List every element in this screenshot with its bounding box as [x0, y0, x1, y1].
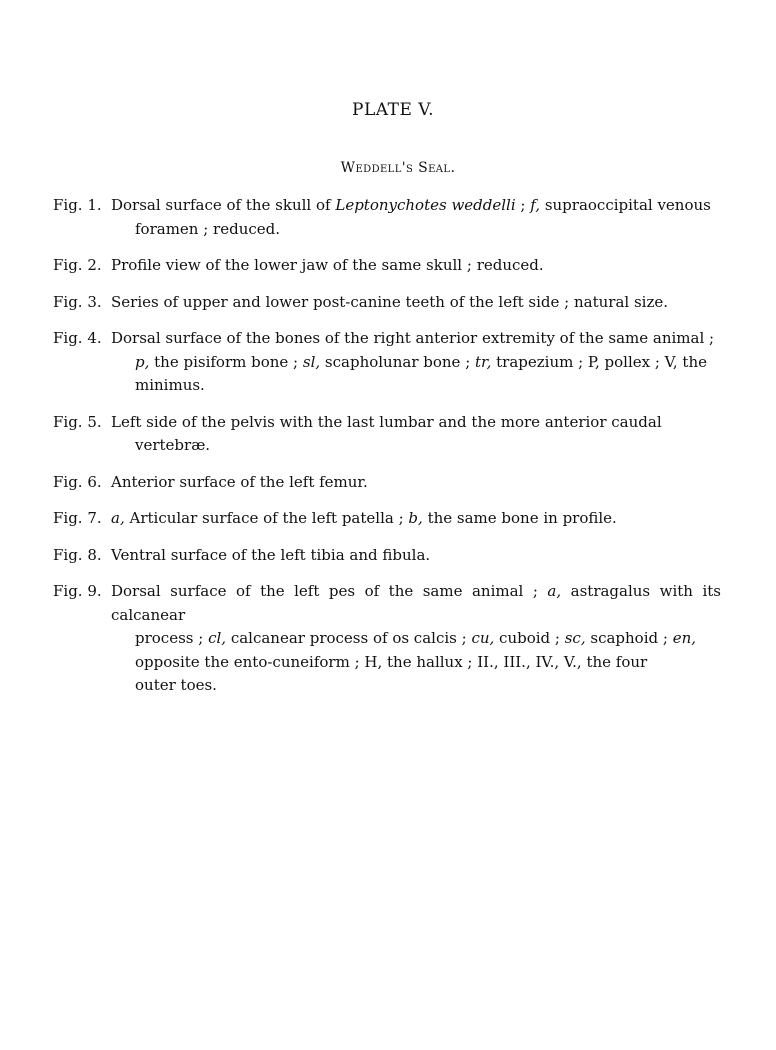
- fig-label: Fig. 2.: [53, 256, 102, 274]
- plate-subtitle: Weddell's Seal.: [340, 160, 456, 176]
- caption-fig-6: [53, 471, 721, 495]
- caption-fig-9: [53, 580, 721, 698]
- caption-fig-7: [53, 507, 721, 531]
- caption-line: vertebræ.: [135, 436, 211, 454]
- caption-line: Anterior surface of the left femur.: [111, 472, 368, 491]
- caption-line: Profile view of the lower jaw of the same skull ; reduced.: [111, 256, 544, 274]
- fig-label: Fig. 5.: [53, 412, 102, 431]
- caption-fig-5: [53, 411, 721, 458]
- caption-line: p, the pisiform bone ; sl, scapholunar bone ; tr, trapezium ; P, pollex ; V, the: [135, 352, 707, 371]
- caption-line: outer toes.: [135, 676, 217, 694]
- caption-line: a, Articular surface of the left patella ; b, the same bone in profile.: [111, 509, 617, 527]
- caption-fig-8: [53, 544, 721, 568]
- fig-label: Fig. 9.: [53, 582, 102, 600]
- caption-fig-2: [53, 254, 721, 278]
- fig-label: Fig. 6.: [53, 472, 102, 491]
- fig-label: Fig. 3.: [53, 292, 102, 311]
- caption-fig-3: [53, 291, 721, 315]
- fig-label: Fig. 1.: [53, 196, 102, 214]
- caption-line: Dorsal surface of the bones of the right anterior extremity of the same animal ;: [111, 329, 715, 347]
- fig-label: Fig. 4.: [53, 329, 102, 347]
- caption-line: minimus.: [135, 376, 205, 394]
- plate-title: PLATE V.: [352, 100, 434, 120]
- caption-fig-4: [53, 327, 721, 398]
- fig-label: Fig. 7.: [53, 509, 102, 527]
- caption-fig-1: [53, 194, 721, 241]
- caption-line: Ventral surface of the left tibia and fibula.: [111, 545, 431, 564]
- caption-line: Left side of the pelvis with the last lumbar and the more anterior caudal: [111, 412, 662, 431]
- caption-line: process ; cl, calcanear process of os calcis ; cu, cuboid ; sc, scaphoid ; en,: [135, 629, 697, 647]
- caption-line: Dorsal surface of the left pes of the same animal ; a, astragalus with its calcanear: [111, 582, 721, 624]
- caption-line: Dorsal surface of the skull of Leptonychotes weddelli ; f, supraoccipital venous: [111, 196, 711, 214]
- fig-label: Fig. 8.: [53, 545, 102, 564]
- caption-line: Series of upper and lower post-canine teeth of the left side ; natural size.: [111, 292, 669, 311]
- caption-line: foramen ; reduced.: [135, 219, 281, 238]
- figure-captions: [53, 194, 721, 698]
- caption-line: opposite the ento-cuneiform ; H, the hallux ; II., III., IV., V., the four: [135, 652, 648, 671]
